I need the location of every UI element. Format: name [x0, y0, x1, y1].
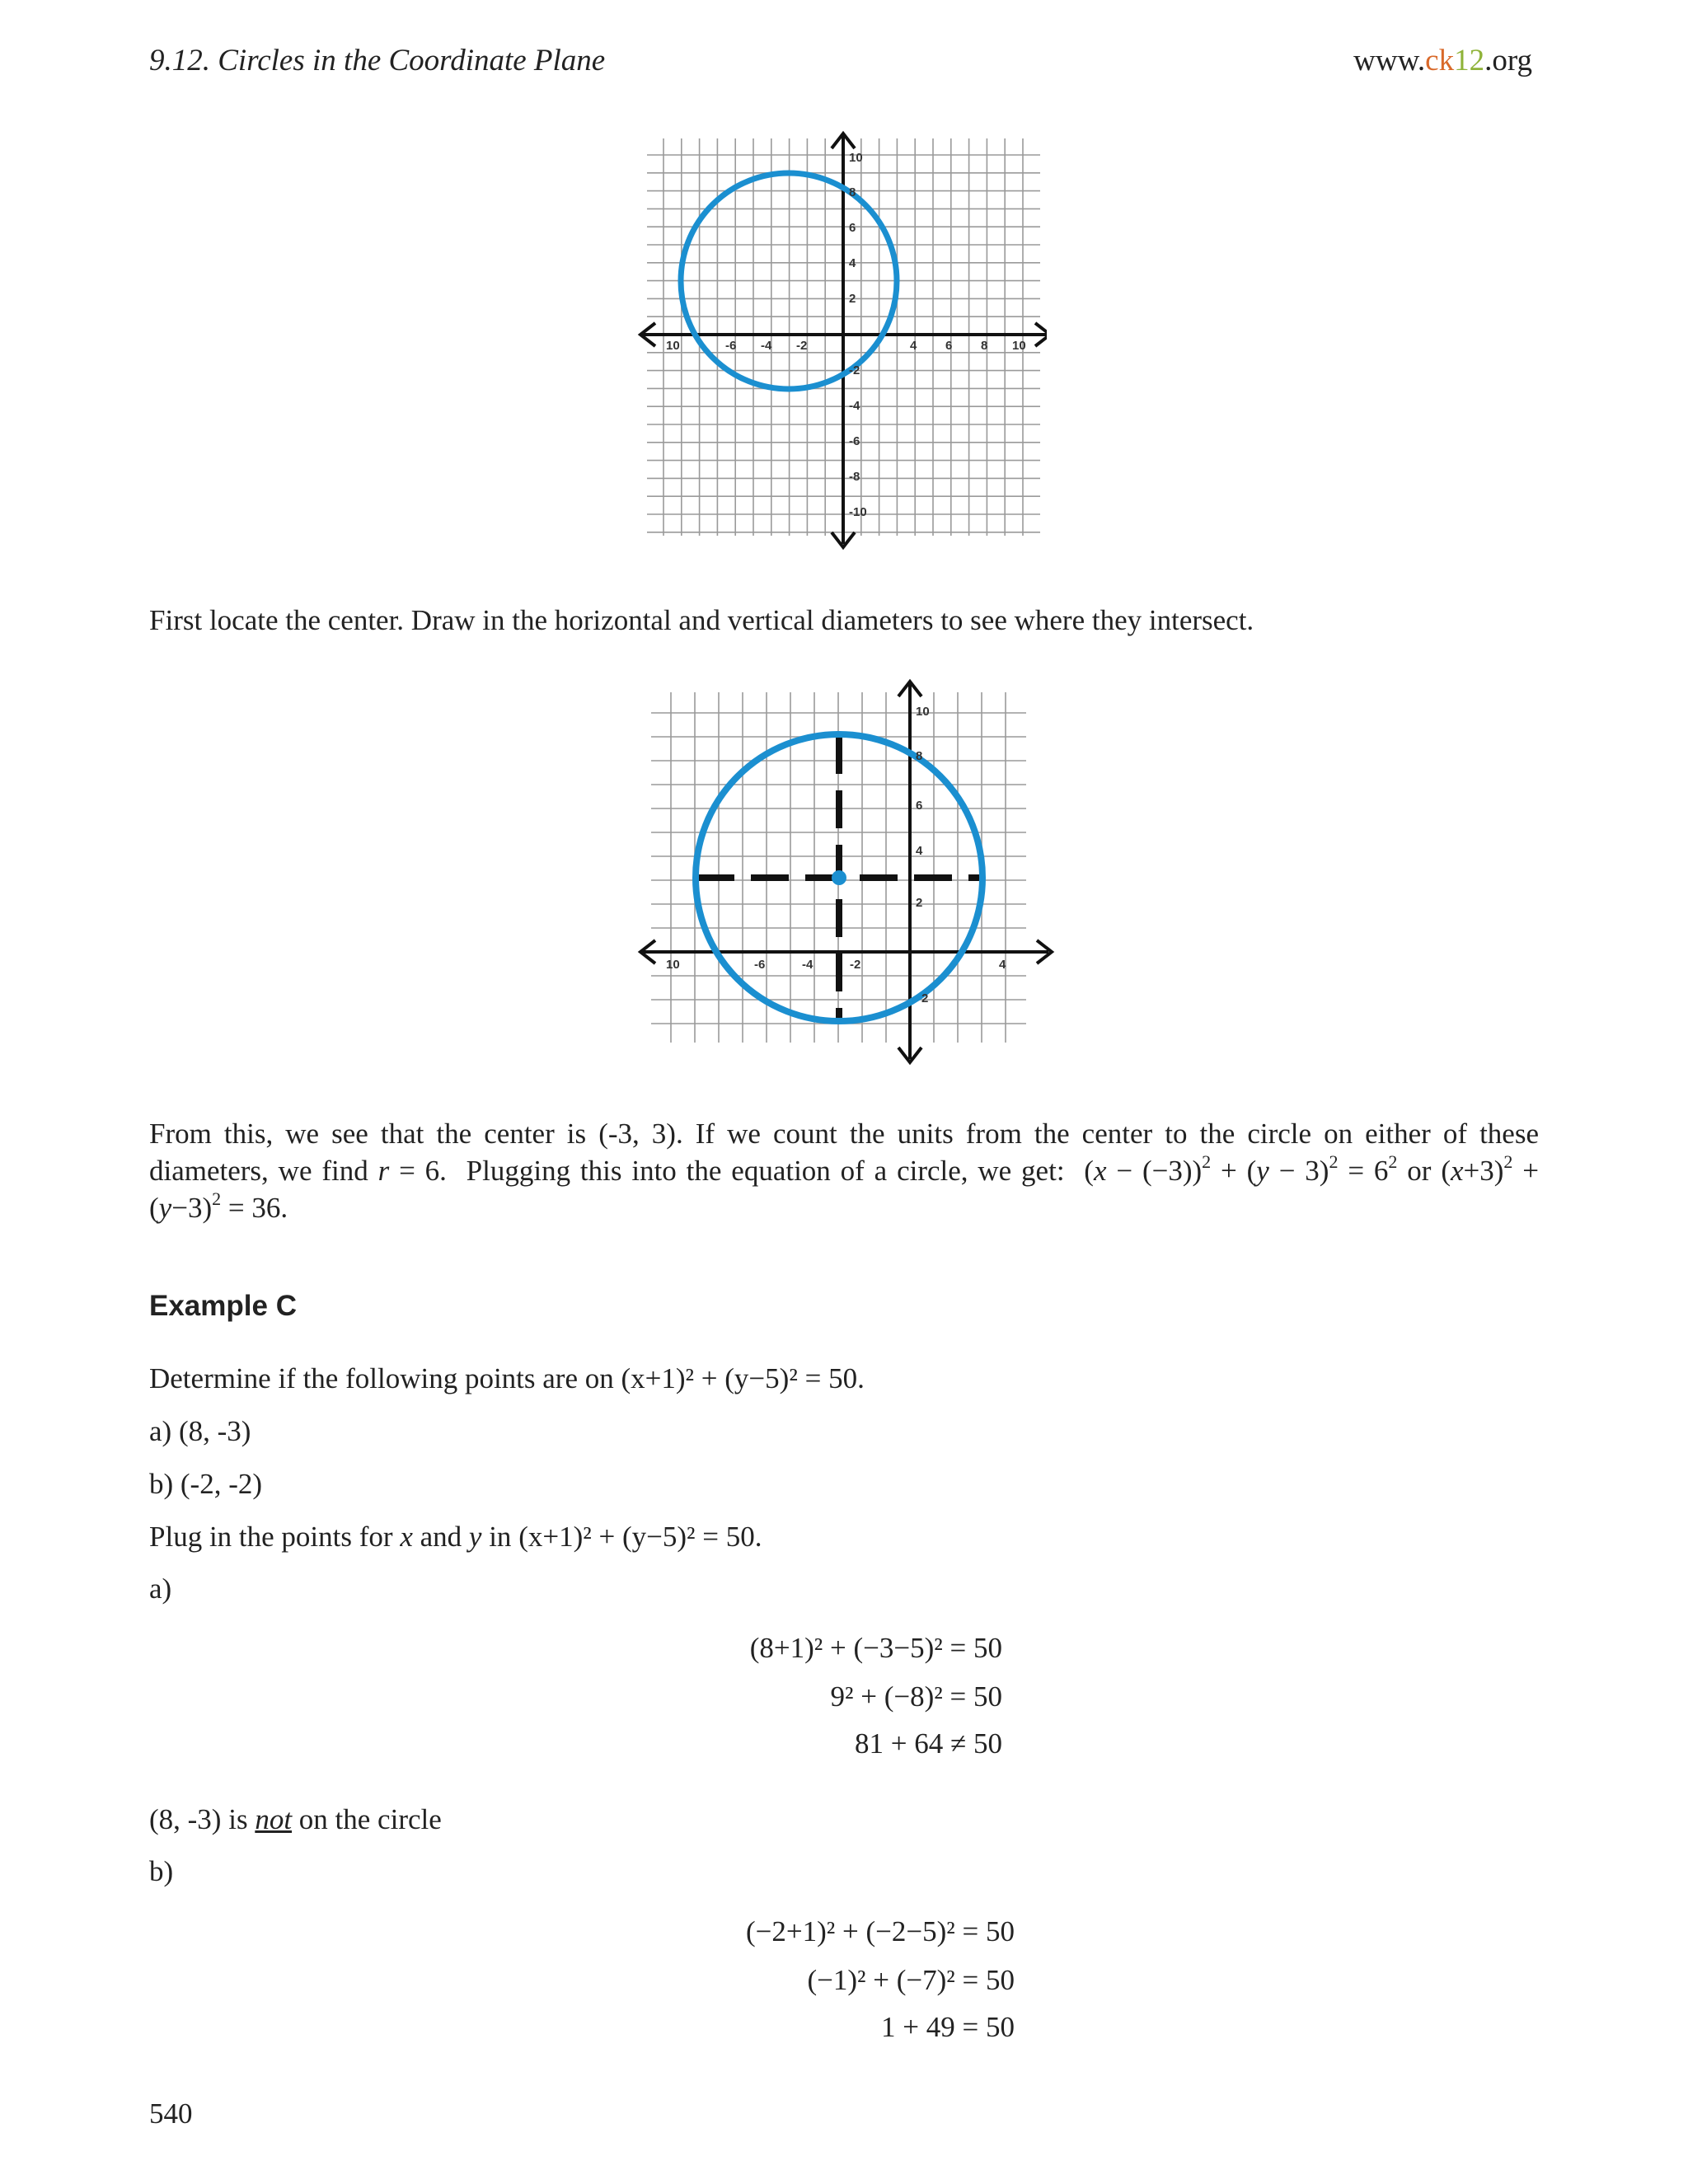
g2-ytick: 8 — [916, 749, 923, 763]
g1-ytick: 6 — [849, 221, 856, 235]
g1-ytick: 10 — [849, 151, 863, 165]
center-point — [832, 870, 846, 885]
g1-xtick: -6 — [725, 339, 737, 353]
url-12: 12 — [1454, 44, 1485, 77]
page-number: 540 — [149, 2097, 193, 2130]
instruction-text: First locate the center. Draw in the horizontal and vertical diameters to see where they intersect. — [149, 604, 1254, 636]
plug-in-instruction: Plug in the points for x and y in (x+1)² + (y−5)² = 50. — [149, 1521, 762, 1553]
graph1-x-tick-labels — [666, 339, 1026, 353]
label-a: a) — [149, 1572, 172, 1605]
g2-ytick: 4 — [916, 844, 923, 858]
g2-xtick: -2 — [850, 958, 861, 972]
g2-xtick: 4 — [999, 958, 1006, 972]
label-b: b) — [149, 1855, 174, 1887]
g1-ytick: 8 — [849, 185, 856, 199]
eq-a-1: (8+1)² + (−3−5)² = 50 — [749, 1632, 1002, 1664]
g1-ytick: -6 — [849, 434, 860, 448]
url-suffix: .org — [1484, 44, 1532, 77]
eq-b-1: (−2+1)² + (−2−5)² = 50 — [745, 1915, 1015, 1947]
circle-graph-2 — [635, 677, 1055, 1066]
example-c-prompt — [149, 1360, 865, 1397]
g1-xtick: 10 — [666, 339, 680, 353]
g1-ytick: 2 — [849, 292, 856, 306]
eq-b-2: (−1)² + (−7)² = 50 — [807, 1964, 1015, 1996]
conclusion-pre: (8, -3) is — [149, 1803, 248, 1835]
para-c: or — [1407, 1155, 1432, 1187]
graph2-axes — [640, 682, 1052, 1062]
point-a: a) (8, -3) — [149, 1415, 251, 1447]
g2-xtick: -6 — [754, 958, 766, 972]
para-a: From this, we see that the center is (-3, 3). If we count the units from the center to the circle on either of these diameters, we find — [149, 1118, 1539, 1187]
graph2-y-tick-labels — [916, 705, 930, 1005]
section-title: 9.12. Circles in the Coordinate Plane — [149, 44, 606, 77]
example-c-heading: Example C — [149, 1290, 297, 1322]
eq-a-2: 9² + (−8)² = 50 — [830, 1680, 1002, 1713]
g1-ytick: 4 — [849, 256, 856, 270]
g2-xtick: 10 — [666, 958, 680, 972]
g1-ytick: -8 — [849, 470, 860, 484]
plug-and: and — [420, 1521, 462, 1553]
g1-xtick: 10 — [1012, 339, 1026, 353]
eq-a-3: 81 + 64 ≠ 50 — [855, 1727, 1002, 1760]
plug-prefix: Plug in the points for — [149, 1521, 393, 1553]
point-b: b) (-2, -2) — [149, 1468, 263, 1500]
g2-xtick: -4 — [802, 958, 814, 972]
g2-ytick: 2 — [921, 991, 929, 1005]
prompt-equation: (x+1)² + (y−5)² = 50. — [621, 1362, 865, 1394]
conclusion-not: not — [255, 1803, 293, 1835]
site-url[interactable] — [1353, 43, 1532, 78]
g1-xtick: 8 — [981, 339, 988, 353]
prompt-text: Determine if the following points are on — [149, 1362, 614, 1394]
url-prefix: www. — [1353, 44, 1426, 77]
para-b: Plugging this into the equation of a circle, we get: — [466, 1155, 1065, 1187]
g1-ytick: -4 — [849, 399, 860, 413]
g1-xtick: -2 — [796, 339, 808, 353]
center-radius-paragraph: From this, we see that the center is (-3, 3). If we count the units from the center to the circle on either of these diameters, we find r = 6. Plugging this into the equation of a circle, we get: $(x - (-3))^2 + (y - 3)^2 = 6^2$ or $(x+3)^2 + (y-3)^2 = 36$. — [149, 1118, 1540, 1224]
g2-ytick: 10 — [916, 705, 930, 719]
url-ck: ck — [1425, 44, 1455, 77]
plug-in: in — [489, 1521, 512, 1553]
circle-graph-1 — [635, 130, 1047, 551]
g1-xtick: 4 — [910, 339, 917, 353]
conclusion-a — [149, 1801, 442, 1838]
g1-ytick: -2 — [849, 363, 860, 377]
g2-ytick: 2 — [916, 896, 923, 910]
g1-ytick: -10 — [849, 505, 867, 519]
g2-ytick: 6 — [916, 799, 923, 813]
eq-b-3: 1 + 49 = 50 — [881, 2011, 1015, 2043]
conclusion-post: on the circle — [298, 1803, 442, 1835]
plug-equation: (x+1)² + (y−5)² = 50. — [518, 1521, 762, 1553]
g1-xtick: 6 — [945, 339, 953, 353]
g1-xtick: -4 — [761, 339, 772, 353]
